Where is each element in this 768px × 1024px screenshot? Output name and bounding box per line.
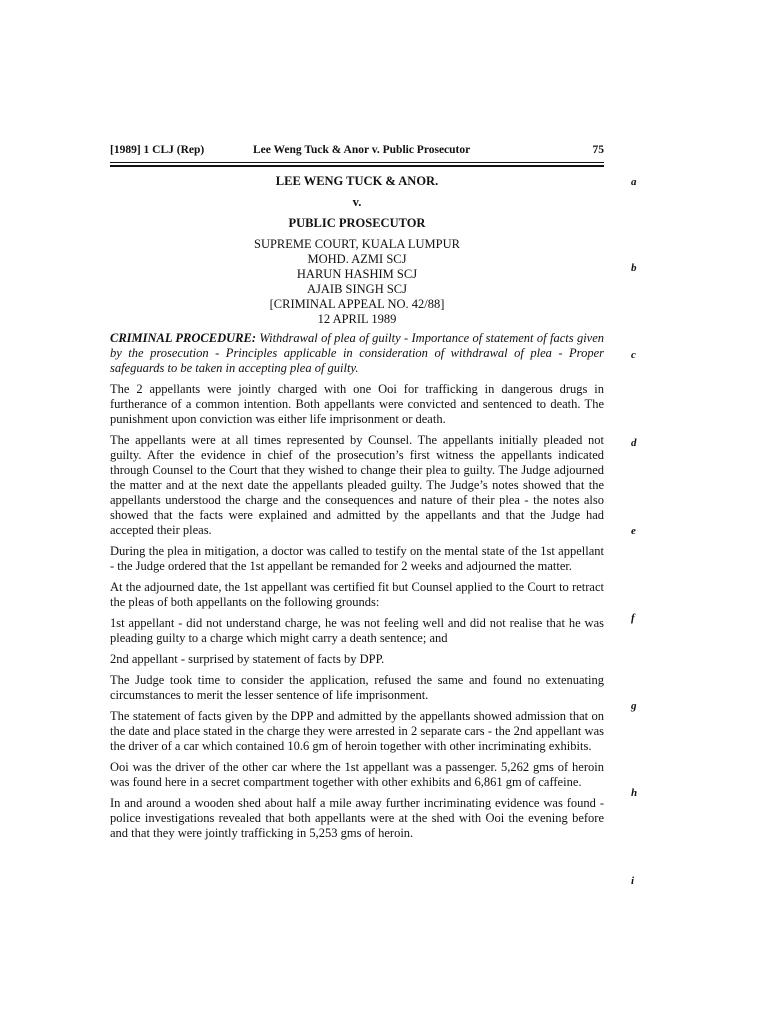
judge-name: MOHD. AZMI SCJ bbox=[307, 252, 407, 266]
margin-letter-d: d bbox=[631, 437, 637, 449]
judgment-date: 12 APRIL 1989 bbox=[317, 312, 397, 326]
headnote-paragraph: The appellants were at all times represented by Counsel. The appellants initially pleaded not guilty. After the evidence in chief of the prosecution’s first witness the appellants indicated through Counsel to the Court that they wished to change their plea to guilty. The Judge adjourned the matter and at the next date the appellants pleaded guilty. The Judge’s notes showed that the appellants understood the charge and the consequences and nature of their plea - the notes also showed that the facts were explained and admitted by the appellants and that the Judge had accepted their pleas. bbox=[110, 433, 604, 537]
headnote-paragraph: At the adjourned date, the 1st appellant was certified fit but Counsel applied to the Court to retract the pleas of both appellants on the following grounds: bbox=[110, 580, 604, 609]
judge-name: AJAIB SINGH SCJ bbox=[306, 282, 408, 296]
report-citation: [1989] 1 CLJ (Rep) bbox=[110, 144, 205, 156]
headnote-paragraph: 2nd appellant - surprised by statement of facts by DPP. bbox=[110, 652, 385, 666]
running-case-title: Lee Weng Tuck & Anor v. Public Prosecutor bbox=[253, 144, 471, 156]
case-heading bbox=[110, 174, 604, 327]
headnote-paragraph: The 2 appellants were jointly charged with one Ooi for trafficking in dangerous drugs in furtherance of a common intention. Both appellants were convicted and sentenced to death. The punishment upon conviction was either life imprisonment or death. bbox=[110, 382, 604, 426]
headnote-paragraph: The statement of facts given by the DPP and admitted by the appellants showed admission that on the date and place stated in the charge they were arrested in 2 separate cars - the 2nd appellant was the driver of a car which contained 10.6 gm of heroin together with other incriminating exhibits. bbox=[110, 709, 604, 753]
headnote-paragraph: 1st appellant - did not understand charge, he was not feeling well and did not realise that he was pleading guilty to a charge which might carry a death sentence; and bbox=[110, 616, 604, 645]
headnote-body bbox=[110, 331, 604, 847]
margin-letter-g: g bbox=[631, 700, 637, 712]
margin-letter-a: a bbox=[631, 176, 637, 188]
margin-letter-i: i bbox=[631, 875, 635, 887]
running-head bbox=[110, 144, 604, 164]
margin-letter-e: e bbox=[631, 525, 636, 537]
headnote-paragraph: During the plea in mitigation, a doctor was called to testify on the mental state of the 1st appellant - the Judge ordered that the 1st appellant be remanded for 2 weeks and adjourned the matter. bbox=[110, 544, 604, 573]
appellant-name: LEE WENG TUCK & ANOR. bbox=[275, 174, 439, 188]
versus-label: v. bbox=[352, 195, 362, 209]
margin-letter-c: c bbox=[631, 349, 636, 361]
header-rule-thick bbox=[110, 165, 604, 167]
headnote-paragraph: The Judge took time to consider the application, refused the same and found no extenuating circumstances to merit the lesser sentence of life imprisonment. bbox=[110, 673, 604, 702]
catchwords-text: Withdrawal of plea of guilty - Importance of statement of facts given by the prosecution - Principles applicable in consideration of withdrawal of plea - Proper safeguards to be taken in accepting plea of guilty. bbox=[110, 331, 605, 375]
page-number: 75 bbox=[592, 144, 604, 156]
headnote-paragraph: In and around a wooden shed about half a mile away further incriminating evidence was found - police investigations revealed that both appellants were at the shed with Ooi the evening before and that they were jointly trafficking in 5,253 gms of heroin. bbox=[110, 796, 604, 840]
catchwords-lead: CRIMINAL PROCEDURE: bbox=[110, 331, 256, 345]
court-name: SUPREME COURT, KUALA LUMPUR bbox=[254, 237, 460, 251]
margin-letter-f: f bbox=[631, 612, 635, 624]
header-rule-thin bbox=[110, 162, 604, 163]
headnote-paragraph: Ooi was the driver of the other car where the 1st appellant was a passenger. 5,262 gms of heroin was found here in a secret compartment together with other exhibits and 6,861 gm of caffeine. bbox=[110, 760, 604, 789]
catchwords bbox=[110, 331, 604, 376]
margin-letter-h: h bbox=[631, 787, 638, 799]
margin-letter-b: b bbox=[631, 262, 637, 274]
appeal-number: [CRIMINAL APPEAL NO. 42/88] bbox=[269, 297, 445, 311]
judge-name: HARUN HASHIM SCJ bbox=[296, 267, 418, 281]
respondent-name: PUBLIC PROSECUTOR bbox=[288, 216, 426, 230]
